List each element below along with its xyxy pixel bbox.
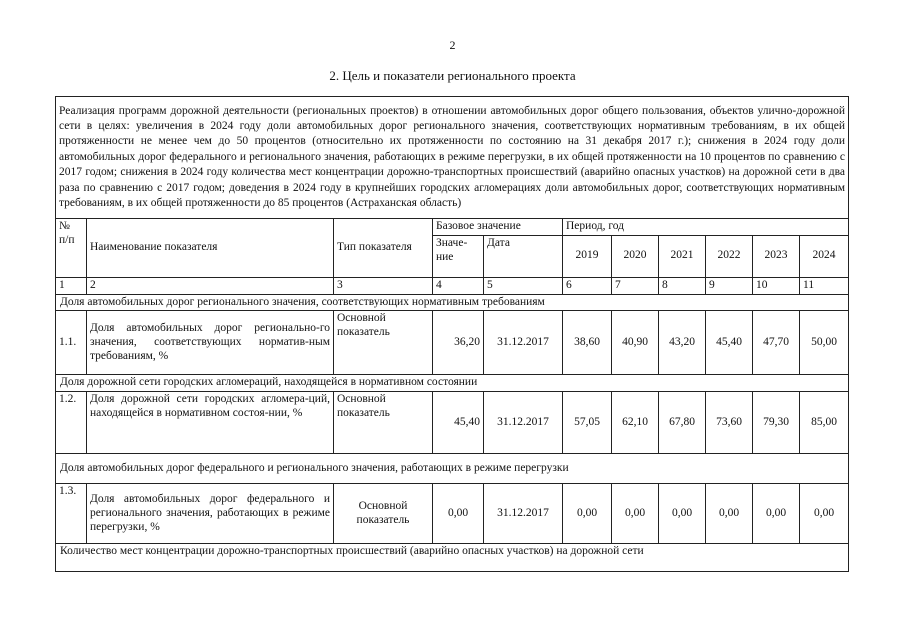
column-number: 10	[753, 277, 800, 294]
row-base-date: 31.12.2017	[484, 484, 563, 544]
row-value: 0,00	[659, 484, 706, 544]
table-row	[56, 484, 849, 544]
row-base-date: 31.12.2017	[484, 311, 563, 375]
header-name: Наименование показателя	[87, 219, 334, 278]
column-number: 3	[334, 277, 433, 294]
row-base-value: 0,00	[433, 484, 484, 544]
row-value: 0,00	[612, 484, 659, 544]
row-name: Доля автомобильных дорог федерального и регионального значения, работающих в режиме перегрузки, %	[87, 484, 334, 544]
goal-row	[56, 97, 849, 219]
row-type: Основной показатель	[334, 311, 433, 375]
header-year: 2020	[612, 235, 659, 277]
header-year: 2021	[659, 235, 706, 277]
row-type: Основной показатель	[334, 392, 433, 454]
section-title: Доля автомобильных дорог регионального значения, соответствующих нормативным требованиям	[56, 294, 849, 311]
header-year: 2023	[753, 235, 800, 277]
header-year: 2024	[800, 235, 849, 277]
section-title-row	[56, 454, 849, 484]
row-name: Доля дорожной сети городских агломера-ций, находящейся в нормативном состоя-нии, %	[87, 392, 334, 454]
row-type: Основной показатель	[334, 484, 433, 544]
indicators-table	[55, 96, 849, 572]
column-number: 6	[563, 277, 612, 294]
column-numbers-row	[56, 277, 849, 294]
row-base-value: 45,40	[433, 392, 484, 454]
header-period: Период, год	[563, 219, 849, 236]
row-value: 57,05	[563, 392, 612, 454]
row-base-value: 36,20	[433, 311, 484, 375]
row-value: 43,20	[659, 311, 706, 375]
section-title: Количество мест концентрации дорожно-транспортных происшествий (аварийно опасных участков) на дорожной сети	[56, 544, 849, 572]
table-row	[56, 392, 849, 454]
row-value: 85,00	[800, 392, 849, 454]
table-row	[56, 311, 849, 375]
row-value: 38,60	[563, 311, 612, 375]
column-number: 7	[612, 277, 659, 294]
row-base-date: 31.12.2017	[484, 392, 563, 454]
section-title-row	[56, 375, 849, 392]
header-year: 2022	[706, 235, 753, 277]
row-num: 1.3.	[56, 484, 87, 544]
row-value: 62,10	[612, 392, 659, 454]
row-value: 40,90	[612, 311, 659, 375]
row-value: 45,40	[706, 311, 753, 375]
column-number: 11	[800, 277, 849, 294]
section-title-row	[56, 544, 849, 572]
header-type: Тип показателя	[334, 219, 433, 278]
header-num: № п/п	[56, 219, 87, 278]
header-year: 2019	[563, 235, 612, 277]
header-base-date: Дата	[484, 235, 563, 277]
row-value: 0,00	[800, 484, 849, 544]
column-number: 5	[484, 277, 563, 294]
row-value: 67,80	[659, 392, 706, 454]
page-number: 2	[449, 38, 456, 52]
row-value: 0,00	[753, 484, 800, 544]
section-title-row	[56, 294, 849, 311]
section-title: Доля дорожной сети городских агломераций, находящейся в нормативном состоянии	[56, 375, 849, 392]
section-heading: 2. Цель и показатели регионального проекта	[329, 68, 576, 83]
row-num: 1.1.	[56, 311, 87, 375]
column-number: 2	[87, 277, 334, 294]
column-number: 8	[659, 277, 706, 294]
row-value: 73,60	[706, 392, 753, 454]
goal-text: Реализация программ дорожной деятельности (региональных проектов) в отношении автомобильных дорог общего пользования, объектов улично-дорожной сети в целях: увеличения в 2024 году доли автомобильных дорог регионального значения, соответствующих нормативным требованиям, в их общей протяженности не менее чем до 50 процентов (относительно их протяженности по состоянию на 31 декабря 2017 г.); снижения в 2024 году доли автомобильных дорог федерального и регионального значения, работающих в режиме перегрузки, в их общей протяженности на 10 процентов по сравнению с 2017 годом; снижения в 2024 году количества мест концентрации дорожно-транспортных происшествий (аварийно опасных участков) на дорожной сети в два раза по сравнению с 2017 годом; доведения в 2024 году в крупнейших городских агломерациях доли автомобильных дорог, соответствующих нормативным требованиям, в их общей протяженности до 85 процентов (Астраханская область)	[56, 97, 849, 219]
column-number: 4	[433, 277, 484, 294]
row-name: Доля автомобильных дорог регионально-го значения, соответствующих норматив-ным требованиям, %	[87, 311, 334, 375]
row-value: 0,00	[563, 484, 612, 544]
header-base: Базовое значение	[433, 219, 563, 236]
row-value: 47,70	[753, 311, 800, 375]
column-number: 1	[56, 277, 87, 294]
row-num: 1.2.	[56, 392, 87, 454]
header-base-value: Значе- ние	[433, 235, 484, 277]
row-value: 79,30	[753, 392, 800, 454]
row-value: 0,00	[706, 484, 753, 544]
column-number: 9	[706, 277, 753, 294]
header-row-1	[56, 219, 849, 236]
row-value: 50,00	[800, 311, 849, 375]
section-title: Доля автомобильных дорог федерального и регионального значения, работающих в режиме перегрузки	[56, 454, 849, 484]
